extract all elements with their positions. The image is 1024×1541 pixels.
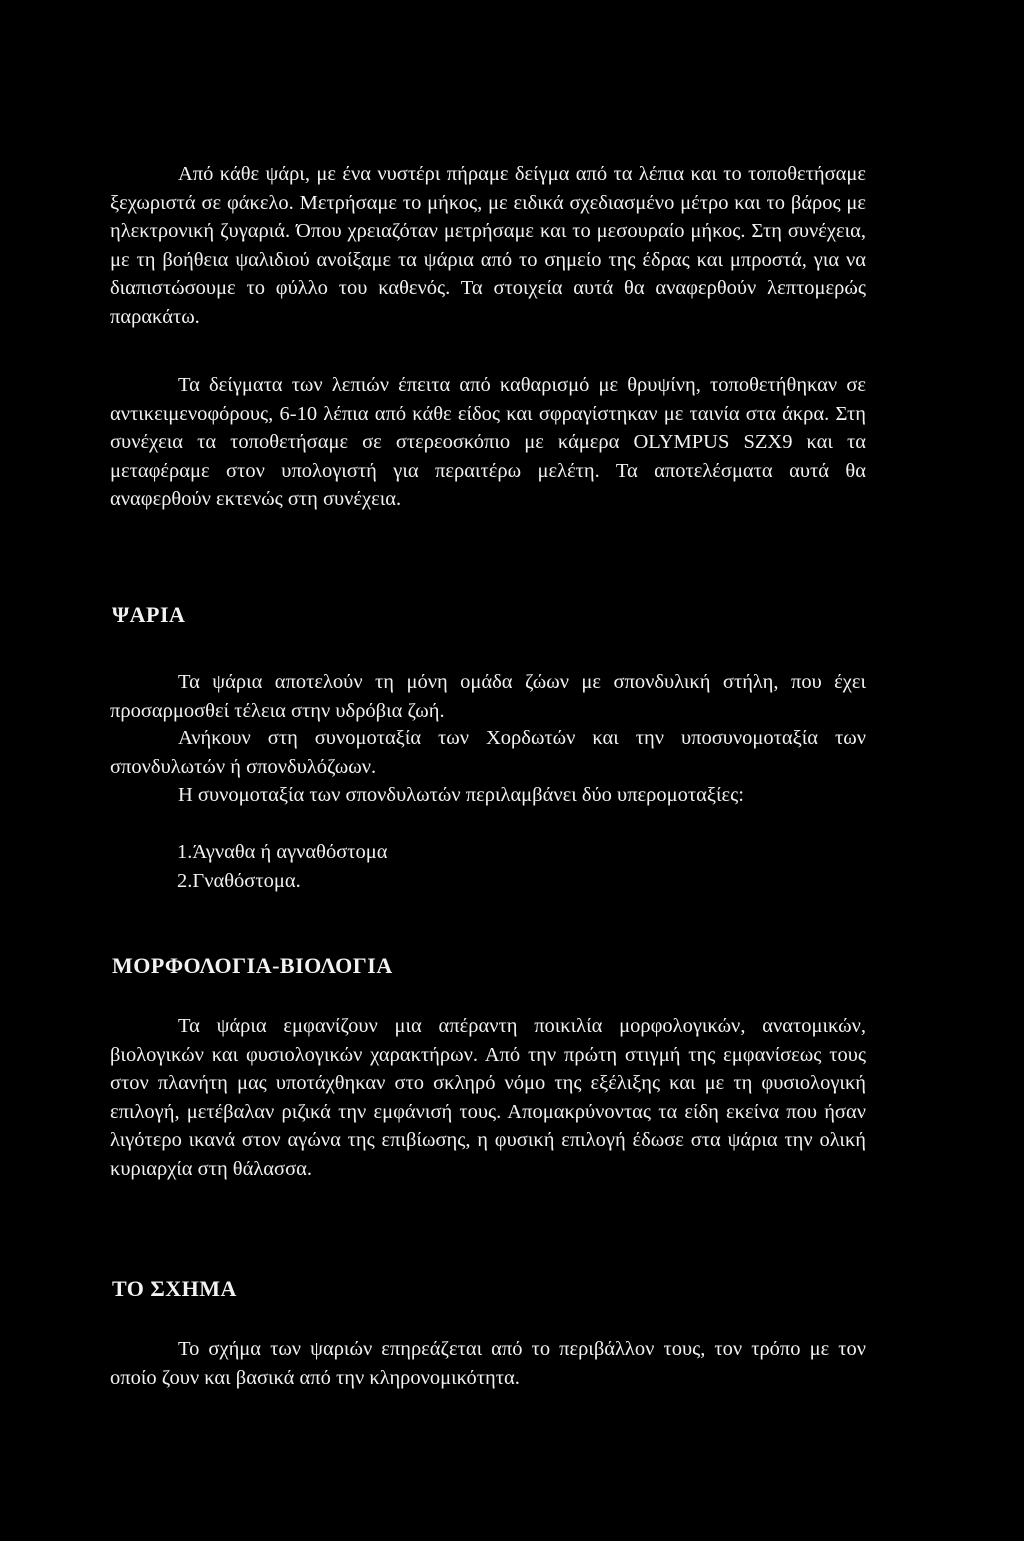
fish-paragraph-3: Η συνομοταξία των σπονδυλωτών περιλαμβάνει δύο υπερομοταξίες: <box>178 784 744 806</box>
intro-paragraph-2: Τα δείγματα των λεπιών έπειτα από καθαρισμό με θρυψίνη, τοποθετήθηκαν σε αντικειμενοφόρους, 6-10 λέπια από κάθε είδος και σφραγίστηκαν με ταινία στα άκρα. Στη συνέχεια τα τοποθετήσαμε σε στερεοσκόπιο με κάμερα OLYMPUS SZX9 και τα μεταφέραμε στον υπολογιστή για περαιτέρω μελέτη. Τα αποτελέσματα αυτά θα αναφερθούν εκτενώς στη συνέχεια. <box>110 374 866 511</box>
list-item-agnatha: 1.Άγναθα ή αγναθόστομα <box>177 841 388 863</box>
fish-paragraph-2: Ανήκουν στη συνομοταξία των Χορδωτών και την υποσυνομοταξία των σπονδυλωτών ή σπονδυλόζωων. <box>110 727 866 778</box>
morphology-paragraph: Τα ψάρια εμφανίζουν μια απέραντη ποικιλία μορφολογικών, ανατομικών, βιολογικών και φυσιολογικών χαρακτήρων. Από την πρώτη στιγμή της εμφανίσεως τους στον πλανήτη μας υποτάχθηκαν στο σκληρό νόμο της εξέλιξης και με τη φυσιολογική επιλογή, μετέβαλαν ριζικά την εμφάνισή τους. Απομακρύνοντας τα είδη εκείνα που ήσαν λιγότερο ικανά στον αγώνα της επιβίωσης, η φυσική επιλογή έδωσε στα ψάρια την ολική κυριαρχία στη θάλασσα. <box>110 1015 866 1180</box>
shape-paragraph: Το σχήμα των ψαριών επηρεάζεται από το περιβάλλον τους, τον τρόπο με τον οποίο ζουν και βασικά από την κληρονομικότητα. <box>110 1338 866 1389</box>
heading-fish: ΨΑΡΙΑ <box>112 602 186 627</box>
heading-morphology: ΜΟΡΦΟΛΟΓΙΑ-ΒΙΟΛΟΓΙΑ <box>112 953 393 978</box>
list-item-gnathostomata: 2.Γναθόστομα. <box>177 870 301 892</box>
intro-paragraph-1: Από κάθε ψάρι, με ένα νυστέρι πήραμε δείγμα από τα λέπια και το τοποθετήσαμε ξεχωριστά σε φάκελο. Μετρήσαμε το μήκος, με ειδικά σχεδιασμένο μέτρο και το βάρος με ηλεκτρονική ζυγαριά. Όπου χρειαζόταν μετρήσαμε και το μεσουραίο μήκος. Στη συνέχεια, με τη βοήθεια ψαλιδιού ανοίξαμε τα ψάρια από το σημείο της έδρας και μπροστά, για να διαπιστώσουμε το φύλλο του καθενός. Τα στοιχεία αυτά θα αναφερθούν λεπτομερώς παρακάτω. <box>110 163 866 328</box>
fish-paragraph-1: Τα ψάρια αποτελούν τη μόνη ομάδα ζώων με σπονδυλική στήλη, που έχει προσαρμοσθεί τέλεια στην υδρόβια ζωή. <box>110 671 866 722</box>
heading-shape: ΤΟ ΣΧΗΜΑ <box>112 1276 237 1301</box>
